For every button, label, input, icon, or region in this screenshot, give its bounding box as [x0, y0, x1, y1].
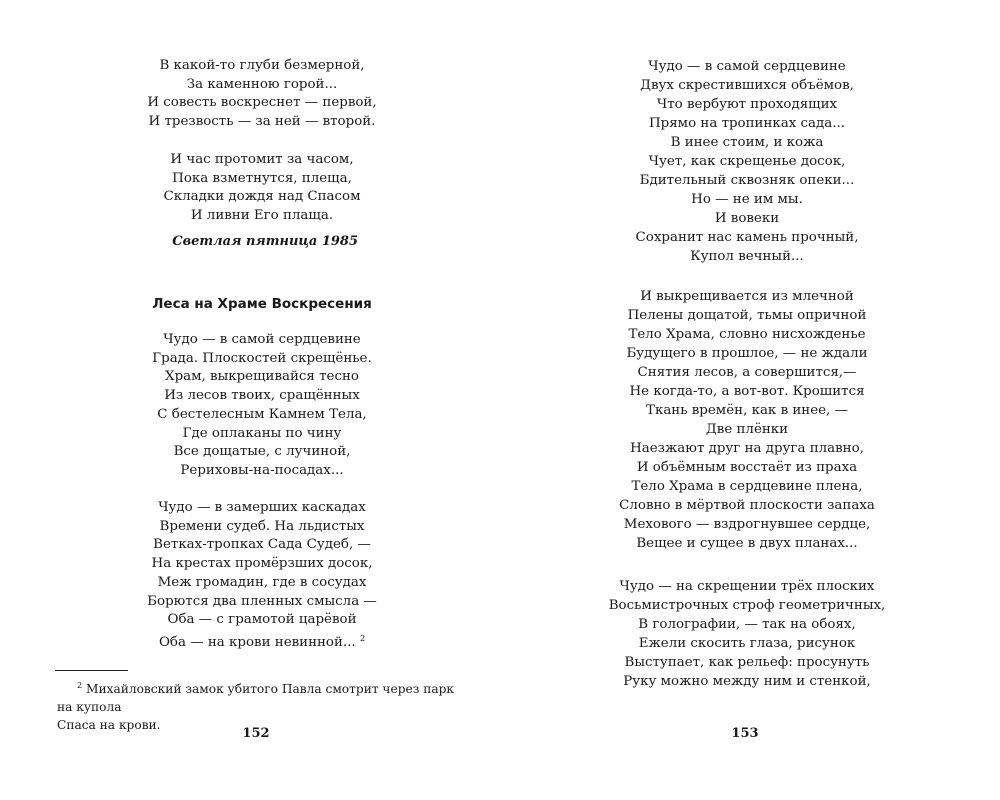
verse-text: Вещее и сущее в двух планах...: [636, 536, 858, 551]
verse-line: [62, 151, 462, 170]
verse-line: [547, 325, 947, 344]
verse-line: [547, 344, 947, 363]
verse-line: [547, 76, 947, 95]
verse-line: [547, 57, 947, 76]
verse-line: [62, 170, 462, 189]
verse-line: [547, 596, 947, 615]
verse-text: И час протомит за часом,: [170, 152, 354, 167]
verse-line: [547, 577, 947, 596]
verse-text: Не когда-то, а вот-вот. Крошится: [629, 384, 865, 399]
verse-line: [547, 133, 947, 152]
verse-text: Купол вечный...: [690, 249, 804, 264]
footnote-mark: 2: [77, 681, 83, 690]
verse-text: Мехового — вздрогнувшее сердце,: [623, 517, 871, 532]
verse-text: Рериховы-на-посадах...: [180, 462, 344, 478]
verse-text: Из лесов твоих, сращённых: [164, 388, 360, 404]
stanza: [547, 57, 947, 266]
verse-text: Ежели скосить глаза, рисунок: [638, 636, 856, 651]
verse-text: Двух скрестившихся объёмов,: [640, 78, 854, 93]
verse-line: [62, 462, 462, 481]
verse-line: [547, 171, 947, 190]
verse-text: Тело Храма в сердцевине плена,: [631, 479, 863, 494]
verse-line: [62, 57, 462, 76]
poem-signature: Светлая пятница 1985: [172, 234, 358, 249]
verse-line: [547, 306, 947, 325]
verse-line: [547, 114, 947, 133]
verse-text: Бдительный сквозняк опеки...: [639, 173, 855, 188]
stanza: [62, 499, 462, 653]
verse-text: В голографии, — так на обоях,: [638, 617, 856, 632]
verse-line: [62, 574, 462, 593]
verse-line: [547, 458, 947, 477]
verse-line: [62, 94, 462, 113]
page-number: 153: [731, 726, 759, 741]
verse-text: Снятия лесов, а совершится,—: [637, 365, 857, 380]
verse-text: И объёмным восстаёт из праха: [636, 460, 858, 475]
verse-line: [547, 401, 947, 420]
verse-text: На крестах промёрзших досок,: [151, 556, 373, 572]
verse-text: Две плёнки: [705, 422, 789, 437]
verse-line: [547, 420, 947, 439]
verse-text: Времени судеб. На льдистых: [159, 518, 365, 534]
verse-text: Будущего в прошлое, — не ждали: [626, 346, 868, 361]
verse-text: Все дощатые, с лучиной,: [173, 444, 351, 460]
verse-line: [547, 190, 947, 209]
verse-line: [62, 630, 462, 653]
verse-line: [62, 518, 462, 537]
verse-text: Града. Плоскостей скрещёнье.: [152, 350, 372, 366]
verse-line: [547, 634, 947, 653]
verse-text: Тело Храма, словно нисхожденье: [628, 327, 866, 342]
stanza: [547, 577, 947, 691]
verse-line: [62, 387, 462, 406]
verse-text: Прямо на тропинках сада...: [648, 116, 846, 131]
verse-line: [62, 536, 462, 555]
footnote-ref: 2: [359, 633, 366, 643]
verse-line: [62, 499, 462, 518]
footnote-text-2: Спаса на крови.: [57, 718, 161, 732]
verse-text: И совесть воскреснет — первой,: [147, 95, 377, 111]
verse-text: Пелены дощатой, тьмы опричной: [627, 308, 867, 323]
poem-title: Леса на Храме Воскресения: [152, 296, 372, 312]
verse-line: [547, 439, 947, 458]
verse-text: Руку можно между ним и стенкой,: [623, 674, 871, 689]
stanza: [62, 151, 462, 226]
footnote-text-1: Михайловский замок убитого Павла смотрит через парк на купола: [57, 682, 455, 714]
verse-line: [547, 247, 947, 266]
verse-text: Меж громадин, где в сосудах: [157, 574, 367, 590]
verse-text: Ткань времён, как в инее, —: [646, 403, 848, 418]
verse-text: Складки дождя над Спасом: [163, 189, 361, 205]
verse-line: [62, 113, 462, 132]
verse-text: С бестелесным Камнем Тела,: [157, 406, 367, 422]
verse-line: [62, 443, 462, 462]
verse-line: [62, 188, 462, 207]
verse-text: Где оплаканы по чину: [182, 425, 342, 441]
right-page: [500, 0, 1000, 800]
verse-text: Оба — с грамотой царёвой: [167, 612, 357, 628]
verse-text: Восьмистрочных строф геометричных,: [608, 598, 886, 613]
verse-text: Чует, как скрещенье досок,: [648, 154, 846, 169]
verse-text: И вовеки: [714, 211, 780, 226]
verse-line: [547, 653, 947, 672]
verse-line: [62, 593, 462, 612]
verse-text: И выкрещивается из млечной: [640, 289, 854, 304]
verse-line: [547, 615, 947, 634]
verse-text: Храм, выкрещивайся тесно: [165, 369, 359, 385]
verse-text: Чудо — в самой сердцевине: [163, 332, 361, 347]
verse-text: Но — не им мы.: [691, 192, 803, 207]
footnote-divider: [55, 670, 128, 671]
verse-text: Пока взметнутся, плеща,: [172, 170, 352, 186]
stanza: [547, 287, 947, 553]
verse-line: [62, 76, 462, 95]
verse-line: [547, 152, 947, 171]
verse-line: [547, 363, 947, 382]
verse-text: В инее стоим, и кожа: [670, 135, 824, 150]
verse-line: [547, 515, 947, 534]
verse-text: Словно в мёртвой плоскости запаха: [619, 498, 875, 513]
verse-text: Наезжают друг на друга плавно,: [630, 441, 864, 456]
verse-line: [547, 209, 947, 228]
verse-text: За каменною горой...: [186, 76, 338, 92]
verse-line: [62, 331, 462, 350]
verse-text: Ветках-тропках Сада Судеб, —: [153, 537, 371, 553]
stanza: [62, 57, 462, 132]
verse-line: [547, 228, 947, 247]
verse-text: Чудо — в самой сердцевине: [648, 59, 846, 74]
verse-text: Борются два пленных смысла —: [147, 593, 377, 609]
verse-line: [547, 95, 947, 114]
verse-text: Чудо — в замерших каскадах: [158, 500, 366, 515]
verse-line: [62, 350, 462, 369]
verse-line: [62, 425, 462, 444]
verse-text: Оба — на крови невинной...: [158, 634, 356, 650]
verse-line: [547, 534, 947, 553]
verse-line: [62, 611, 462, 630]
verse-text: Чудо — на скрещении трёх плоских: [619, 579, 875, 594]
verse-line: [547, 382, 947, 401]
verse-text: И ливни Его плаща.: [190, 208, 334, 224]
verse-text: Сохранит нас камень прочный,: [635, 230, 859, 245]
stanza: [62, 331, 462, 481]
verse-text: Что вербуют проходящих: [656, 97, 838, 112]
verse-line: [547, 496, 947, 515]
verse-line: [62, 368, 462, 387]
verse-line: [62, 207, 462, 226]
verse-text: И трезвость — за ней — второй.: [148, 114, 376, 130]
verse-line: [547, 287, 947, 306]
verse-line: [547, 477, 947, 496]
verse-line: [62, 406, 462, 425]
verse-line: [547, 672, 947, 691]
verse-text: Выступает, как рельеф: просунуть: [624, 655, 870, 670]
page-number: 152: [242, 726, 270, 741]
verse-text: В какой-то глуби безмерной,: [159, 58, 365, 73]
verse-line: [62, 555, 462, 574]
